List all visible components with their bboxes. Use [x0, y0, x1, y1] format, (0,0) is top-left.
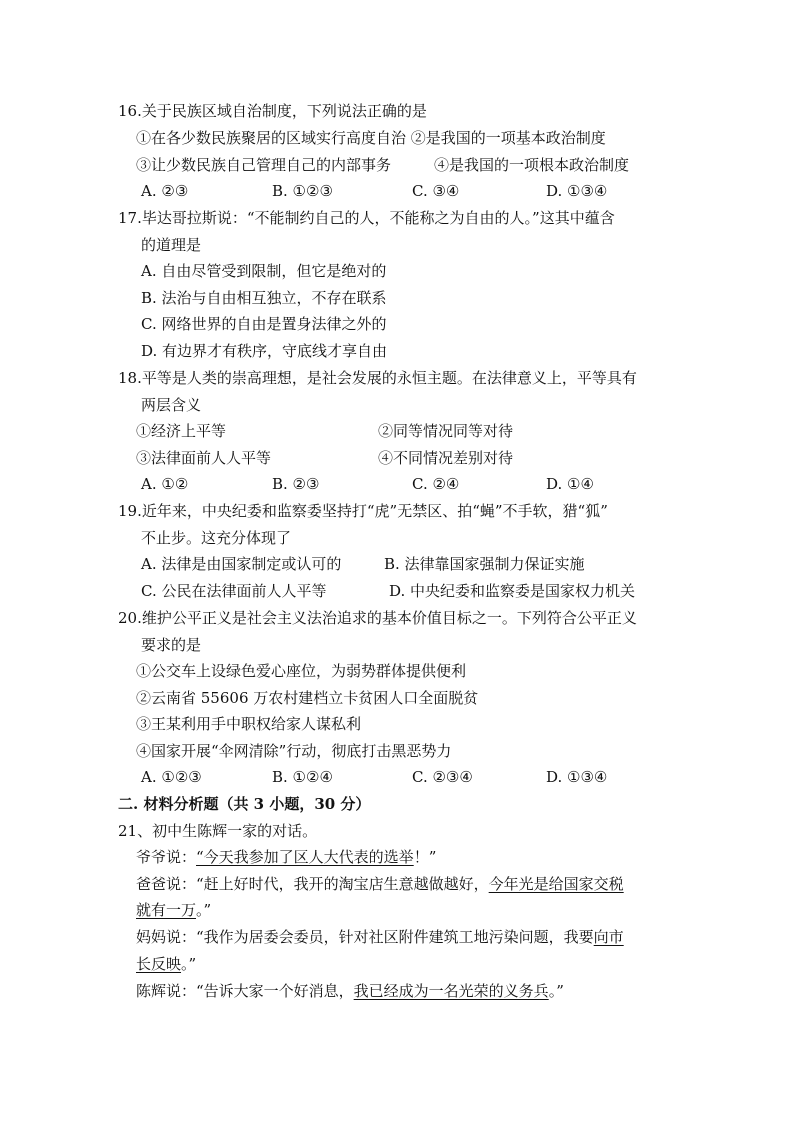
- q19-option-c: C. 公民在法律面前人人平等: [141, 582, 327, 600]
- q18-option-a: A. ①②: [141, 475, 189, 493]
- q17-stem-line1: 17.毕达哥拉斯说：“不能制约自己的人，不能称之为自由的人。”这其中蕴含: [118, 209, 615, 227]
- q21-dad-tail: 。”: [196, 901, 212, 919]
- q16-statement-3: ③让少数民族自己管理自己的内部事务: [136, 156, 392, 174]
- q19-option-b: B. 法律靠国家强制力保证实施: [384, 555, 585, 573]
- q20-option-b: B. ①②④: [272, 768, 333, 786]
- q18-stem-line2: 两层含义: [141, 396, 202, 414]
- q17-stem-line2: 的道理是: [141, 236, 202, 254]
- q21-chenhui-tail: 。”: [548, 982, 564, 1000]
- q18-stem-line1: 18.平等是人类的崇高理想，是社会发展的永恒主题。在法律意义上，平等具有: [118, 369, 637, 387]
- q20-statement-4: ④国家开展“伞网清除”行动，彻底打击黑恶势力: [136, 742, 452, 760]
- q21-dad-prefix: 爸爸说：“赶上好时代，我开的淘宝店生意越做越好，: [136, 875, 489, 893]
- q17-option-d: D. 有边界才有秩序，守底线才享自由: [141, 342, 388, 360]
- q20-stem-line2: 要求的是: [141, 636, 202, 654]
- q16-stem: 16.关于民族区域自治制度，下列说法正确的是: [118, 102, 427, 120]
- q18-option-d: D. ①④: [546, 475, 594, 493]
- q21-mom-line2: [136, 954, 196, 974]
- q21-mom-prefix: 妈妈说：“我作为居委会委员，针对社区附件建筑工地污染问题，我要: [136, 928, 594, 946]
- q21-dad-line2: [136, 900, 211, 920]
- q21-stem: 21、初中生陈辉一家的对话。: [118, 822, 318, 840]
- q20-statement-1: ①公交车上设绿色爱心座位，为弱势群体提供便利: [136, 662, 467, 680]
- q21-grandpa-prefix: 爷爷说：: [136, 848, 197, 866]
- q21-mom-underlined-2: 长反映: [136, 955, 182, 973]
- q18-option-c: C. ②④: [412, 475, 460, 493]
- q21-grandpa-underlined: “今天我参加了区人大代表的选举: [196, 848, 414, 866]
- q18-option-b: B. ②③: [272, 475, 320, 493]
- q20-option-d: D. ①③④: [546, 768, 608, 786]
- section-heading: 二. 材料分析题（共 3 小题，30 分）: [118, 795, 371, 813]
- q18-statement-1: ①经济上平等: [136, 422, 227, 440]
- q21-grandpa-tail: ！”: [413, 848, 437, 866]
- q20-statement-3: ③王某利用手中职权给家人谋私利: [136, 715, 362, 733]
- q20-option-a: A. ①②③: [141, 768, 202, 786]
- q16-option-a: A. ②③: [141, 182, 189, 200]
- q21-dad-underlined-1: 今年光是给国家交税: [488, 875, 624, 893]
- q21-mom-underlined-1: 向市: [593, 928, 624, 946]
- q21-chenhui-prefix: 陈辉说：“告诉大家一个好消息，: [136, 982, 354, 1000]
- q17-option-b: B. 法治与自由相互独立，不存在联系: [141, 289, 387, 307]
- q16-option-c: C. ③④: [412, 182, 460, 200]
- q21-mom-tail: 。”: [181, 955, 197, 973]
- q19-stem-line2: 不止步。这充分体现了: [141, 529, 292, 547]
- q21-chenhui-underlined: 我已经成为一名光荣的义务兵: [353, 982, 549, 1000]
- q18-statement-2: ②同等情况同等对待: [378, 422, 514, 440]
- q16-option-b: B. ①②③: [272, 182, 333, 200]
- q17-option-c: C. 网络世界的自由是置身法律之外的: [141, 315, 387, 333]
- q16-statement-4: ④是我国的一项根本政治制度: [434, 156, 630, 174]
- q20-statement-2: ②云南省 55606 万农村建档立卡贫困人口全面脱贫: [136, 689, 479, 707]
- q16-statements-1-2: ①在各少数民族聚居的区域实行高度自治 ②是我国的一项基本政治制度: [136, 129, 606, 147]
- q19-stem-line1: 19.近年来，中央纪委和监察委坚持打“虎”无禁区、拍“蝇”不手软，猎“狐”: [118, 502, 608, 520]
- q17-option-a: A. 自由尽管受到限制，但它是绝对的: [141, 262, 387, 280]
- q16-option-d: D. ①③④: [546, 182, 608, 200]
- q19-option-a: A. 法律是由国家制定或认可的: [141, 555, 342, 573]
- q21-chenhui-line: [136, 981, 564, 1001]
- q20-stem-line1: 20.维护公平正义是社会主义法治追求的基本价值目标之一。下列符合公平正义: [118, 609, 637, 627]
- q18-statement-3: ③法律面前人人平等: [136, 449, 272, 467]
- q19-option-d: D. 中央纪委和监察委是国家权力机关: [389, 582, 636, 600]
- q21-dad-line1: [136, 874, 624, 894]
- q18-statement-4: ④不同情况差别对待: [378, 449, 514, 467]
- q21-dad-underlined-2: 就有一万: [136, 901, 197, 919]
- q20-option-c: C. ②③④: [412, 768, 473, 786]
- q21-grandpa-line: [136, 847, 436, 867]
- q21-mom-line1: [136, 927, 624, 947]
